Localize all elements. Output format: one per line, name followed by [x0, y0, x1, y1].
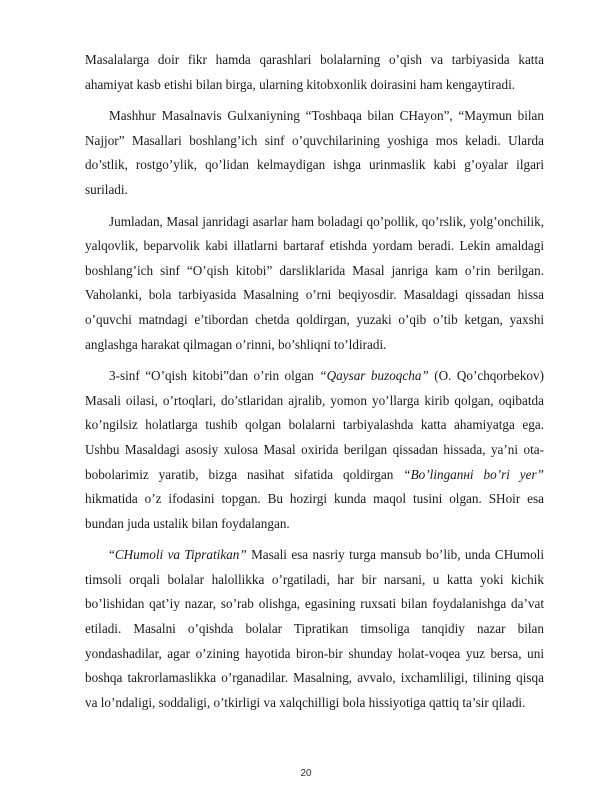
paragraph-1-text: Masalalarga doir fikr hamda qarashlari bolalarning o’qish va tarbiyasida katta ahamiyat kasb etishi bilan birga, ularning kitobxonlik doirasini ham kengaytiradi. [85, 52, 544, 92]
paragraph-5-text: Masali esa nasriy turga mansub bo’lib, unda CHumoli timsoli orqali bolalar halollikka o’rgatiladi, har bir narsani, u katta yoki kichik bo’lishidan qat’iy nazar, so’rab olishga, egasining ruxsati bilan foydalanishga da’vat etiladi. Masalni o’qishda bolalar Tipratikan timsoliga tanqidiy nazar bilan yondashadilar, agar o’zining hayotida biron-bir shunday holat-voqea yuz bersa, uni boshqa takrorlamaslikka o’rganadilar. Masalning, avvalo, ixchamliligi, tilining qisqa va lo’ndaligi, soddaligi, o’tkirligi va xalqchilligi bola hissiyotiga qattiq ta’sir qiladi. [85, 547, 544, 710]
paragraph-4-text-c: hikmatida o’z ifodasini topgan. Bu hozirgi kunda maqol tusini olgan. SHoir esa bundan juda ustalik bilan foydalangan. [85, 491, 544, 531]
paragraph-5 [85, 543, 544, 715]
paragraph-4 [85, 364, 544, 536]
paragraph-2-text: Mashhur Masalnavis Gulxaniyning “Toshbaqa bilan CHayon”, “Maymun bilan Najjor” Masallari boshlang’ich sinf o’quvchilarining yoshiga mos keladi. Ularda do’stlik, rostgo’ylik, qo’lidan kelmaydigan ishga urinmaslik kabi g’oyalar ilgari suriladi. [85, 108, 544, 197]
paragraph-5-italic-title: CHumoli va Tipratikan” [114, 547, 247, 563]
paragraph-4-italic-proverb: “Bo’linganнi bo’ri yer” [403, 466, 544, 482]
document-page [85, 48, 544, 722]
paragraph-4-italic-title: “Qaysar buzoqcha” [319, 368, 429, 384]
paragraph-1 [85, 48, 544, 97]
paragraph-4-text-b: (O. Qo’chqorbekov) Masali oilasi, o’rtoqlari, do’stlaridan ajralib, yomon yo’llarga kirib qolgan, oqibatda ko’ngilsiz holatlarga tushib qolgan bolalarni tarbiyalashda katta ahamiyatga ega. Ushbu Masaldagi asosiy xulosa Masal oxirida berilgan qissadan hissada, ya’ni ota-bobolarimiz yaratib, bizga nasihat sifatida qoldirgan [85, 368, 544, 482]
paragraph-2 [85, 104, 544, 202]
paragraph-4-text-a: 3-sinf “O’qish kitobi”dan o’rin olgan [109, 368, 320, 384]
paragraph-3-text: Jumladan, Masal janridagi asarlar ham boladagi qo’pollik, qo’rslik, yolg’onchilik, yalqovlik, beparvolik kabi illatlarni bartaraf etishda yordam beradi. Lekin amaldagi boshlang’ich sinf “O’qish kitobi” darsliklarida Masal janriga kam o’rin berilgan. Vaholanki, bola tarbiyasida Masalning o’rni beqiyosdir. Masaldagi qissadan hissa o’quvchi matndagi e’tibordan chetda qoldirgan, yuzaki o’qib o’tib ketgan, yaxshi anglashga harakat qilmagan o’rinni, bo’shliqni to’ldiradi. [85, 213, 544, 352]
paragraph-3 [85, 210, 544, 358]
paragraph-5-open-quote: “ [109, 547, 115, 563]
page-number: 20 [300, 768, 312, 779]
